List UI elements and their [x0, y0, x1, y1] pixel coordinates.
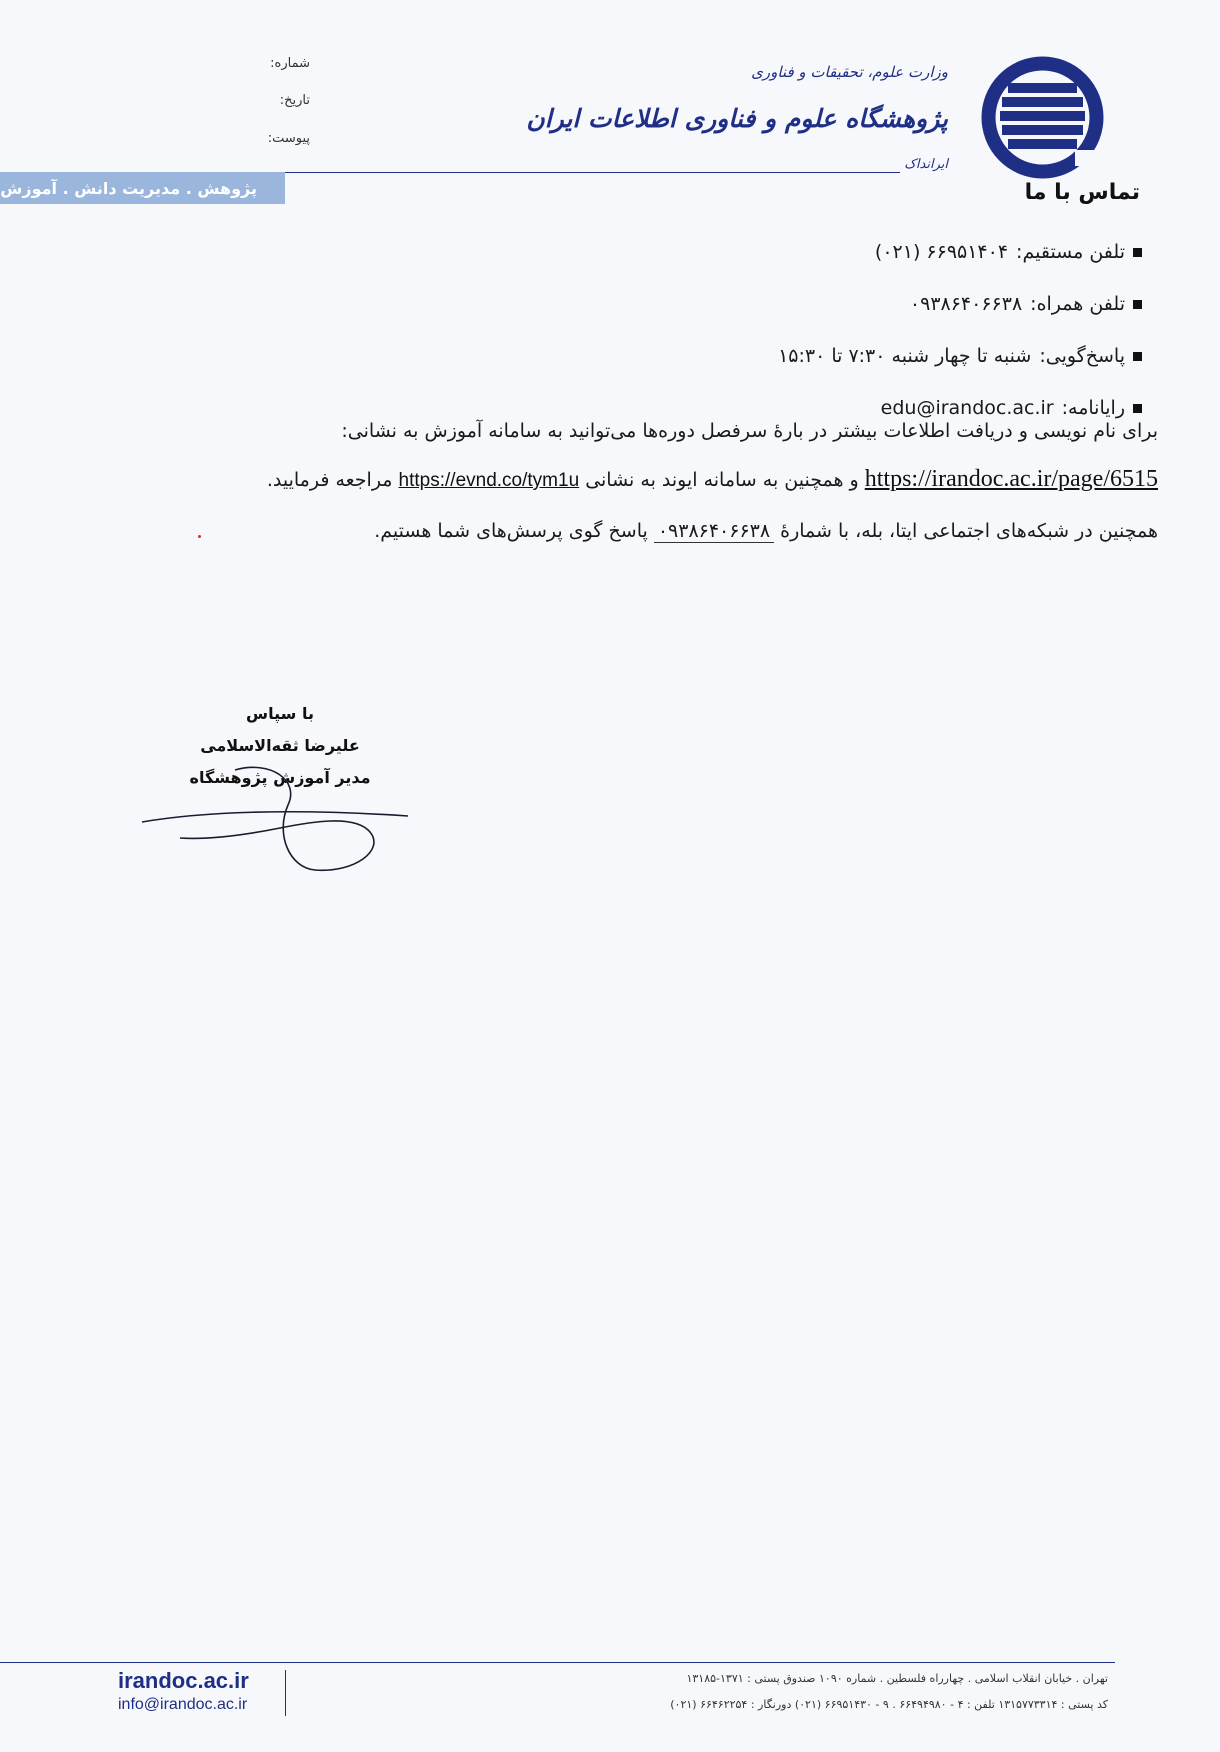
meta-attachment-label: پیوست:	[267, 131, 310, 146]
signer-name: علیرضا ثقه‌الاسلامی	[200, 736, 360, 755]
messenger-phone: ۰۹۳۸۶۴۰۶۶۳۸	[654, 520, 774, 543]
footer-divider	[0, 1662, 1115, 1663]
bullet-square-icon	[1133, 352, 1142, 361]
tagline-bar: پژوهش . مدیریت دانش . آموزش	[0, 172, 285, 204]
contact-item-direct-phone	[442, 226, 1142, 278]
bullet-square-icon	[1133, 300, 1142, 309]
contact-label: پاسخ‌گویی:	[1039, 345, 1125, 367]
body-text: و همچنین به سامانه ایوند به نشانی	[585, 469, 859, 491]
ministry-name: وزارت علوم، تحقیقات و فناوری	[751, 63, 948, 81]
contact-title: تماس با ما	[1024, 180, 1140, 205]
body-text: پاسخ گوی پرسش‌های شما هستیم.	[374, 520, 648, 542]
contact-value: شنبه تا چهار شنبه ۷:۳۰ تا ۱۵:۳۰	[778, 345, 1032, 367]
meta-number-label: شماره:	[270, 56, 310, 71]
contact-list	[442, 226, 1142, 434]
body-paragraph-2	[128, 466, 1158, 493]
irandoc-logo	[980, 55, 1105, 180]
footer-website[interactable]: irandoc.ac.ir	[118, 1668, 249, 1693]
header-divider	[285, 172, 900, 173]
contact-item-hours	[442, 330, 1142, 382]
footer-address: تهران . خیابان انقلاب اسلامی . چهارراه فلسطین . شماره ۱۰۹۰ صندوق پستی : ۱۳۷۱-۱۳۱۸۵	[686, 1672, 1108, 1685]
education-portal-link[interactable]: https://irandoc.ac.ir/page/6515	[864, 466, 1158, 492]
bullet-square-icon	[1133, 248, 1142, 257]
contact-label: رایانامه:	[1061, 397, 1125, 419]
closing-text: با سپاس	[246, 704, 314, 723]
footer-email[interactable]: info@irandoc.ac.ir	[118, 1696, 248, 1713]
contact-label: تلفن مستقیم:	[1016, 241, 1125, 263]
body-paragraph-1: برای نام نویسی و دریافت اطلاعات بیشتر در بارهٔ سرفصل دوره‌ها می‌توانید به سامانه آموزش به نشانی:	[341, 420, 1158, 442]
contact-label: تلفن همراه:	[1030, 293, 1125, 315]
contact-email[interactable]: edu@irandoc.ac.ir	[880, 397, 1054, 419]
footer-phones: کد پستی : ۱۳۱۵۷۷۳۳۱۴ تلفن : ۴ - ۶۶۴۹۴۹۸۰ . ۹ - ۶۶۹۵۱۴۳۰ (۰۲۱) دورنگار : ۶۶۴۶۲۲۵۴ (۰۲۱)	[670, 1698, 1108, 1711]
institute-name: پژوهشگاه علوم و فناوری اطلاعات ایران	[526, 104, 948, 133]
contact-item-mobile	[442, 278, 1142, 330]
footer-separator	[285, 1670, 286, 1716]
evand-link[interactable]: https://evnd.co/tym1u	[398, 470, 580, 491]
handwritten-signature	[140, 750, 420, 880]
ink-dot	[198, 535, 201, 538]
meta-date-label: تاریخ:	[279, 93, 310, 108]
contact-value: ۶۶۹۵۱۴۰۴ (۰۲۱)	[874, 241, 1009, 263]
brand-short-name: ایرانداک	[904, 157, 948, 172]
contact-value: ۰۹۳۸۶۴۰۶۶۳۸	[909, 293, 1023, 315]
body-text: همچنین در شبکه‌های اجتماعی ایتا، بله، با شمارهٔ	[780, 520, 1158, 542]
body-text: مراجعه فرمایید.	[266, 469, 393, 491]
body-paragraph-3	[128, 520, 1158, 543]
bullet-square-icon	[1133, 404, 1142, 413]
signer-position: مدیر آموزش پژوهشگاه	[189, 768, 371, 787]
